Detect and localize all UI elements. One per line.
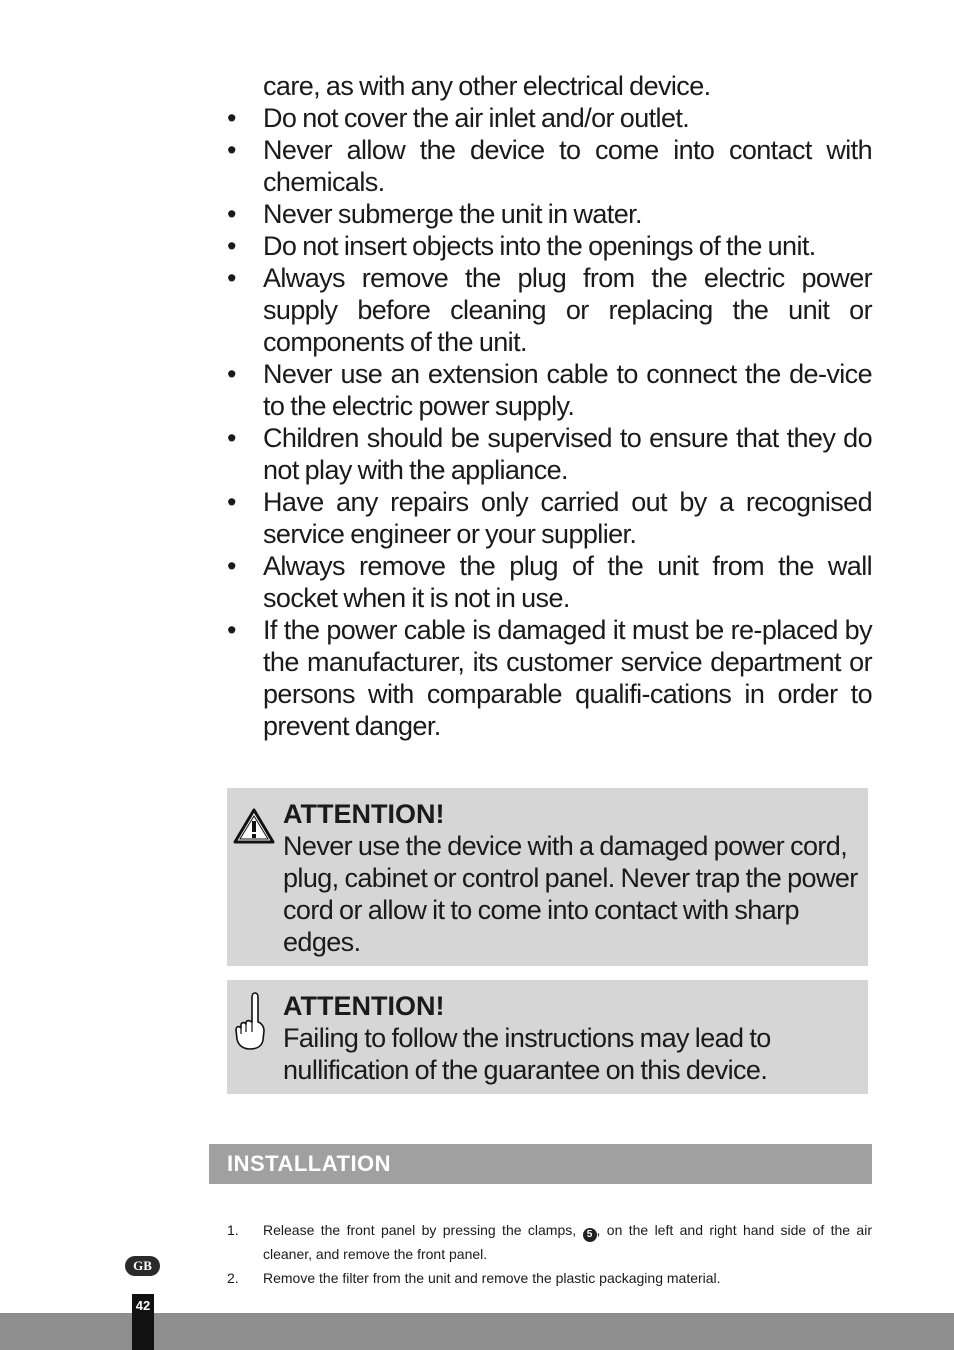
clamp-reference-badge: 5 xyxy=(583,1228,597,1242)
safety-bullet-list xyxy=(227,102,872,742)
bullet-item xyxy=(227,198,872,230)
step-item xyxy=(227,1218,872,1266)
bullet-text: Have any repairs only carried out by a recognised service engineer or your supplier. xyxy=(263,487,872,549)
pointing-hand-icon xyxy=(233,990,267,1057)
bullet-dot: • xyxy=(227,199,236,229)
attention-box-guarantee xyxy=(227,980,868,1094)
warning-triangle-icon xyxy=(233,808,275,849)
bullet-item xyxy=(227,422,872,486)
bullet-item xyxy=(227,134,872,198)
bullet-dot: • xyxy=(227,263,236,293)
attention-text: Never use the device with a damaged power cord, plug, cabinet or control panel. Never trap the power cord or allow it to come into contact with sharp edges. xyxy=(283,831,858,957)
bullet-dot: • xyxy=(227,487,236,517)
bullet-item xyxy=(227,358,872,422)
step-text-start: Release the front panel by pressing the clamps, xyxy=(263,1222,583,1238)
bullet-text: Always remove the plug from the electric power supply before cleaning or replacing the unit or components of the unit. xyxy=(263,263,872,357)
bullet-item xyxy=(227,262,872,358)
page-number: 42 xyxy=(135,1298,151,1313)
bullet-item xyxy=(227,614,872,742)
attention-heading: ATTENTION! xyxy=(283,991,445,1021)
bullet-item xyxy=(227,230,872,262)
bullet-item xyxy=(227,486,872,550)
bullet-text: Never submerge the unit in water. xyxy=(263,199,642,229)
bullet-text: Children should be supervised to ensure that they do not play with the appliance. xyxy=(263,423,872,485)
attention-text: Failing to follow the instructions may lead to nullification of the guarantee on this device. xyxy=(283,1023,771,1085)
section-header-bar xyxy=(209,1144,872,1184)
bullet-text: Do not insert objects into the openings of the unit. xyxy=(263,231,816,261)
bullet-text: Always remove the plug of the unit from the wall socket when it is not in use. xyxy=(263,551,872,613)
bullet-text: Never use an extension cable to connect the de-vice to the electric power supply. xyxy=(263,359,872,421)
bullet-dot: • xyxy=(227,551,236,581)
installation-steps xyxy=(227,1218,872,1290)
bullet-dot: • xyxy=(227,231,236,261)
attention-heading: ATTENTION! xyxy=(283,799,445,829)
bullet-dot: • xyxy=(227,103,236,133)
step-number: 1. xyxy=(227,1222,239,1238)
attention-box-warning xyxy=(227,788,868,966)
section-title: INSTALLATION xyxy=(227,1151,392,1176)
bullet-dot: • xyxy=(227,135,236,165)
bullet-dot: • xyxy=(227,615,236,645)
step-number: 2. xyxy=(227,1270,239,1286)
step-text: Remove the filter from the unit and remove the plastic packaging material. xyxy=(263,1270,721,1286)
bullet-item xyxy=(227,102,872,134)
bullet-text: Never allow the device to come into contact with chemicals. xyxy=(263,135,872,197)
bullet-text: Do not cover the air inlet and/or outlet. xyxy=(263,103,690,133)
bullet-dot: • xyxy=(227,359,236,389)
intro-continuation-text: care, as with any other electrical device. xyxy=(263,71,711,101)
step-text-end: , on the left and right hand side of the air cleaner, and remove the front panel. xyxy=(263,1222,872,1262)
step-item xyxy=(227,1266,872,1290)
bullet-item xyxy=(227,550,872,614)
bullet-text: If the power cable is damaged it must be re-placed by the manufacturer, its customer service department or persons with comparable qualifi-cations in order to prevent danger. xyxy=(263,615,872,741)
language-badge: GB xyxy=(125,1256,160,1276)
bullet-dot: • xyxy=(227,423,236,453)
